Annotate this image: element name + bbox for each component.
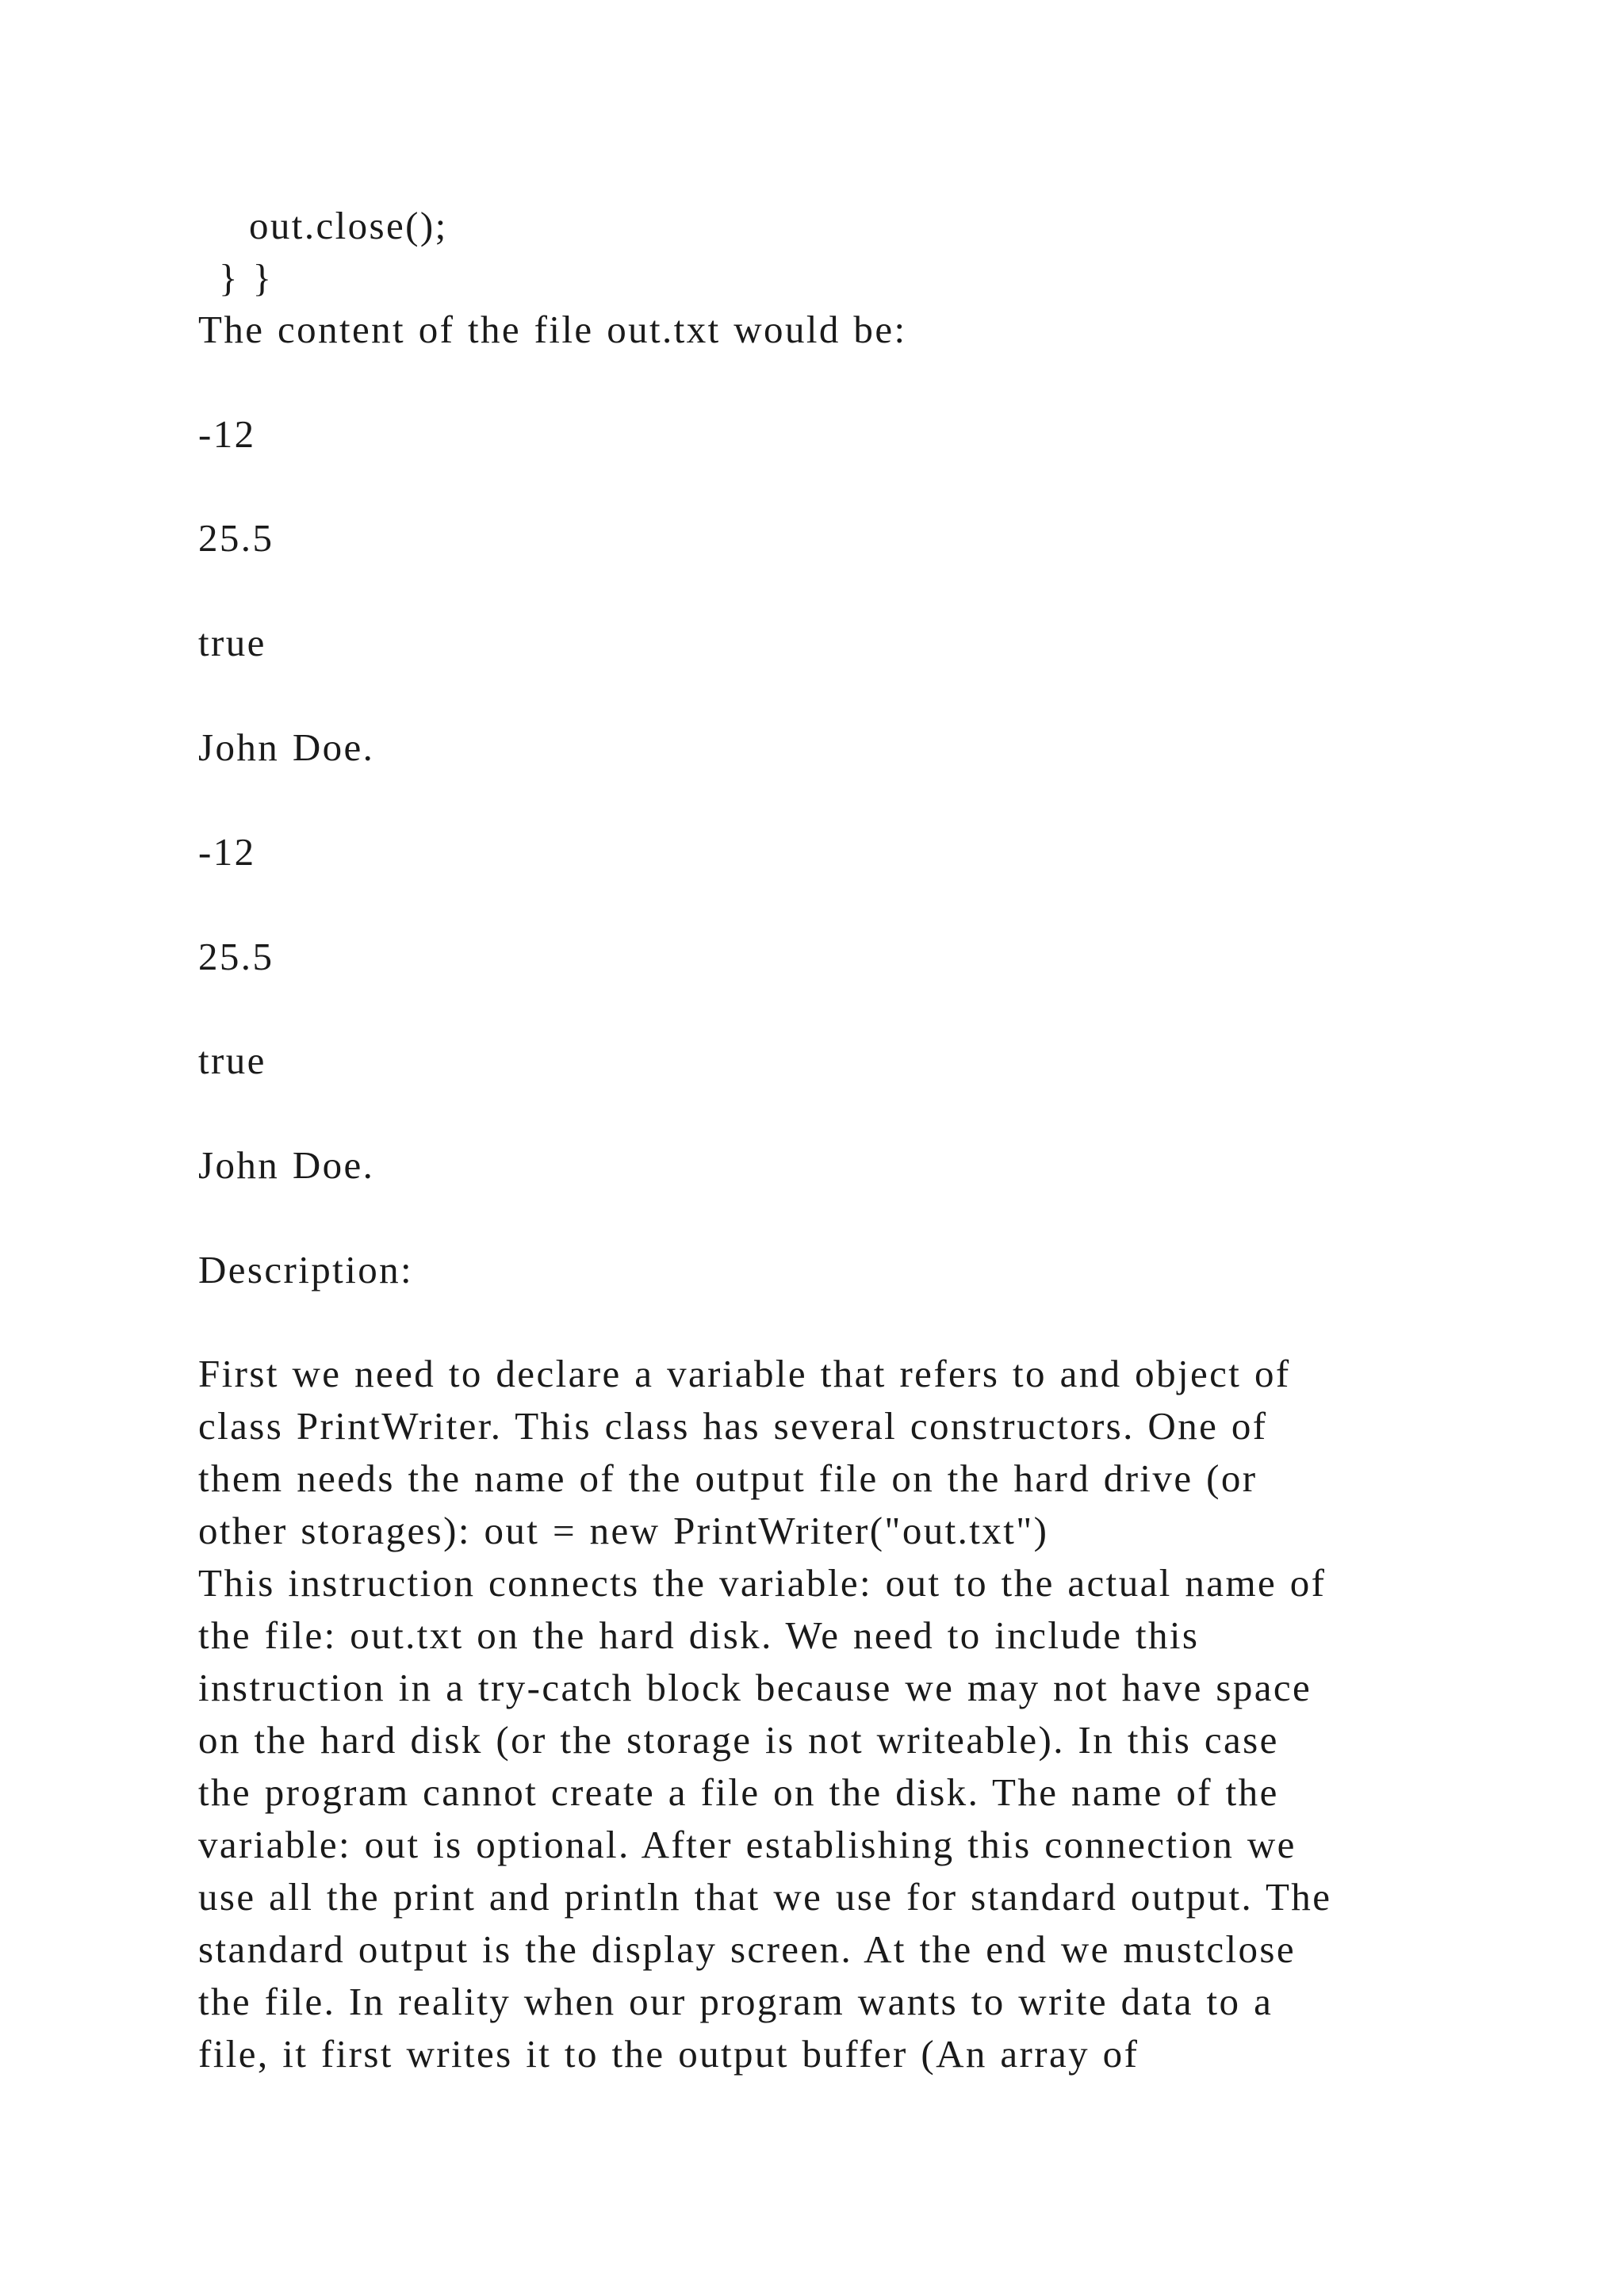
code-line-out-close: out.close(); — [249, 204, 448, 247]
code-line-closing-braces: } } — [219, 256, 274, 300]
output-line: John Doe. — [198, 1143, 375, 1187]
paragraph-line: the file. In reality when our program wants to write data to a — [198, 1980, 1274, 2023]
paragraph-line: class PrintWriter. This class has several constructors. One of — [198, 1404, 1268, 1448]
paragraph-line: them needs the name of the output file on the hard drive (or — [198, 1456, 1258, 1500]
paragraph-line: other storages): out = new PrintWriter("out.txt") — [198, 1509, 1049, 1552]
paragraph-line: the file: out.txt on the hard disk. We need to include this — [198, 1613, 1200, 1657]
description-heading: Description: — [198, 1248, 414, 1292]
output-line: -12 — [198, 830, 256, 874]
paragraph-line: instruction in a try-catch block because we may not have space — [198, 1666, 1312, 1709]
paragraph-line: use all the print and println that we use for standard output. The — [198, 1875, 1332, 1919]
output-line: John Doe. — [198, 725, 375, 769]
output-line: 25.5 — [198, 935, 274, 978]
output-line: 25.5 — [198, 516, 274, 560]
paragraph-line: file, it first writes it to the output buffer (An array of — [198, 2032, 1139, 2076]
output-line: true — [198, 621, 266, 664]
output-intro-text: The content of the file out.txt would be: — [198, 308, 907, 351]
output-line: -12 — [198, 412, 256, 456]
paragraph-line: variable: out is optional. After establishing this connection we — [198, 1823, 1297, 1866]
paragraph-line: First we need to declare a variable that refers to and object of — [198, 1352, 1291, 1395]
paragraph-line: standard output is the display screen. At the end we mustclose — [198, 1927, 1297, 1971]
output-line: true — [198, 1039, 266, 1082]
paragraph-line: on the hard disk (or the storage is not writeable). In this case — [198, 1718, 1279, 1762]
paragraph-line: the program cannot create a file on the disk. The name of the — [198, 1770, 1279, 1814]
paragraph-line: This instruction connects the variable: out to the actual name of — [198, 1561, 1327, 1605]
